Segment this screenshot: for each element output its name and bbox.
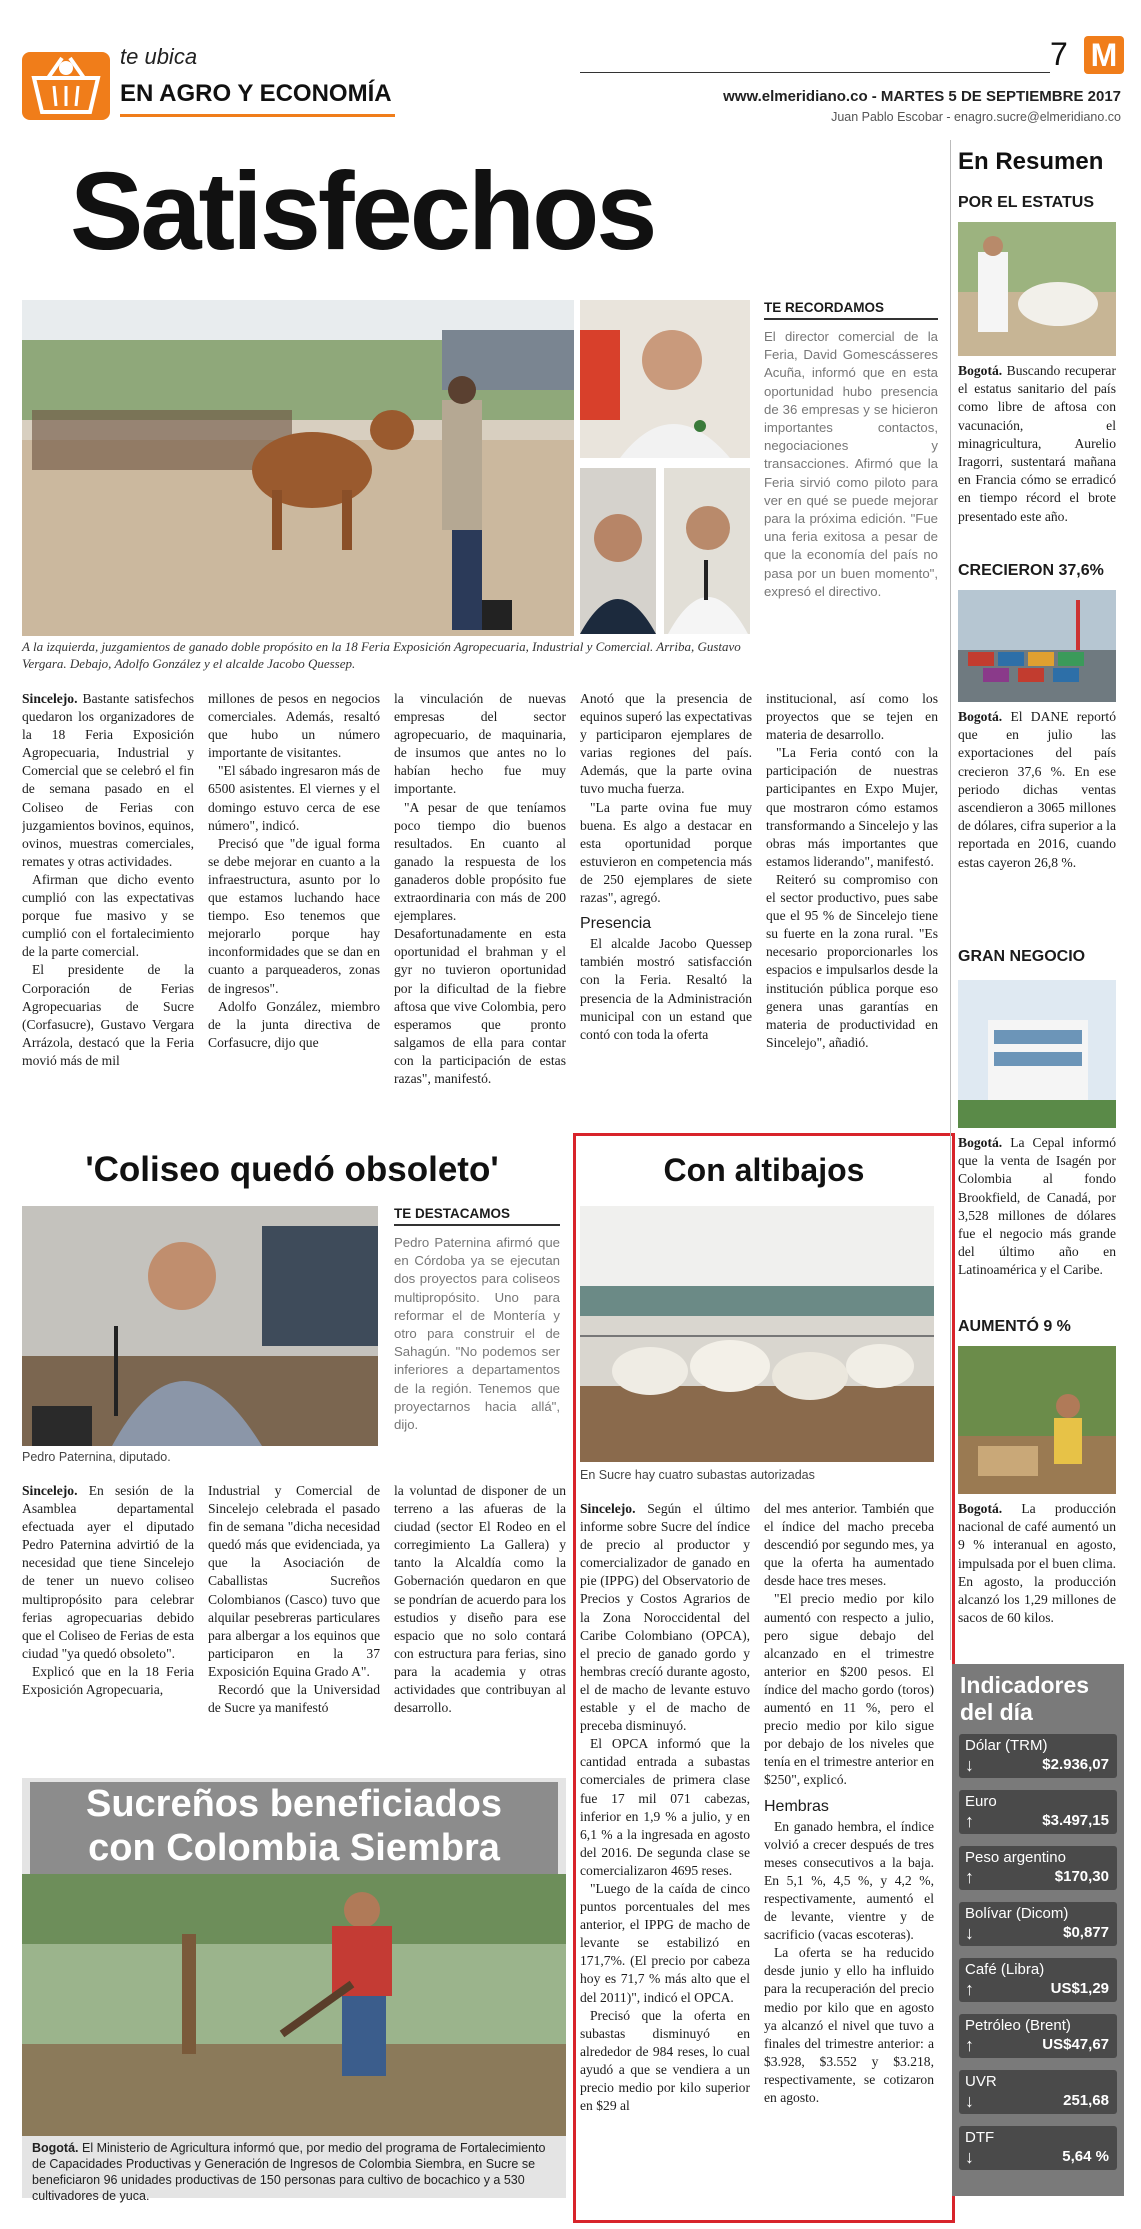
site-date: www.elmeridiano.co - MARTES 5 DE SEPTIEMBRE 2017 — [723, 88, 1121, 105]
resumen-item-3-dateline: Bogotá. — [958, 1135, 1003, 1150]
te-recordamos-title: TE RECORDAMOS — [764, 300, 938, 320]
isagen-building-photo — [958, 980, 1116, 1128]
indicator-peso-argentino — [959, 1846, 1117, 1890]
coffee-harvest-photo — [958, 1346, 1116, 1494]
resumen-item-3-head: GRAN NEGOCIO — [958, 948, 1086, 965]
main-col4-p2: "La parte ovina fue muy buena. Es algo a destacar en esta oportunidad porque estuvieron en competencia más de 250 ejemplares de siete razas", agregó. — [580, 799, 752, 906]
section-top-label: te ubica — [120, 44, 198, 69]
pedro-paternina-photo — [22, 1206, 378, 1446]
indicator-bolivar-name: Bolívar (Dicom) — [965, 1905, 1069, 1922]
resumen-item-3-text: La Cepal informó que la venta de Isagén por Colombia al fondo Brookfield, de Canadá, por 3,528 millones de dólares fue el negocio más grande del último año en Latinoamérica y el Caribe. — [958, 1135, 1117, 1278]
indicator-bolivar-value: $0,877 — [1063, 1924, 1109, 1941]
main-col2-p4: Adolfo González, miembro de la junta directiva de Corfasucre, dijo que — [208, 998, 380, 1050]
indicator-cafe-name: Café (Libra) — [965, 1961, 1045, 1978]
main-col2-p2: "El sábado ingresaron más de 6500 asistentes. El viernes y el domingo estuvo cerca de ese número", indicó. — [208, 763, 380, 833]
main-col5-text: institucional, así como los proyectos que se tejen en materia de desarrollo. — [766, 691, 938, 743]
section-underline — [120, 114, 395, 117]
coliseo-col2-p2: Recordó que la Universidad de Sucre ya manifestó — [208, 1682, 380, 1716]
main-col3-p2: "A pesar de que teníamos poco tiempo dio buenos resultados. En cuanto al ganado la respuesta de los ganaderos doble propósito fue extraordinaria con más de 200 ejemplares. Desafortunadamente en esta oportunidad el brahman y el gyr no tuvieron oportunidad por la dificultad de la fiebre aftosa que vive Colombia, pero esperamos que pronto salgamos de ella para contar con la participación de estas razas", manifestó. — [394, 799, 566, 1086]
indicators-title — [960, 1672, 1089, 1726]
main-col-5 — [766, 690, 938, 1130]
te-recordamos-text: El director comercial de la Feria, David Gomescásseres Acuña, informó que en esta oportunidad hubo presencia de 36 empresas y se hicieron importantes contactos, negociaciones y transacciones. Afirmó que la Feria sirvió como piloto para ver en qué se puede mejorar para la próxima edición. "Fue una feria exitosa a pesar de que la economía del país no pasa por un buen momento", expresó el directivo. — [764, 329, 938, 599]
resumen-item-3-body — [958, 1134, 1116, 1280]
coliseo-col3-text: la voluntad de disponer de un terreno a las afueras de la ciudad (sector El Rodeo en el corregimiento La Gallera) y tanto la Alcaldía como la Gobernación quedaron en que se pondrían de acuerdo para los estudios y diseño para ese espacio que no solo contará con estructura para ferias, sino para la academia y otras actividades que contribuyan al desarrollo. — [394, 1483, 566, 1716]
main-col-2 — [208, 690, 380, 1130]
indicator-dtf-value: 5,64 % — [1062, 2148, 1109, 2165]
resumen-item-1-body — [958, 362, 1116, 526]
main-col5-p2: "La Feria contó con la participación de nuestras participantes en Expo Mujer, que mostraron cómo estamos transformando a Sincelejo y las obras más importantes que estamos liderando", manifestó. — [766, 745, 938, 869]
resumen-item-2-head: CRECIERON 37,6% — [958, 562, 1104, 579]
coliseo-col1-p2: Explicó que en la 18 Feria Exposición Agropecuaria, — [22, 1663, 194, 1698]
indicator-dtf-name: DTF — [965, 2129, 995, 2146]
siembra-caption — [32, 2140, 558, 2204]
indicator-euro-name: Euro — [965, 1793, 997, 1810]
siembra-section — [22, 1778, 566, 2203]
te-destacamos-title: TE DESTACAMOS — [394, 1206, 560, 1226]
indicator-euro-value: $3.497,15 — [1042, 1812, 1109, 1829]
altibajos-photo-caption: En Sucre hay cuatro subastas autorizadas — [580, 1468, 815, 1482]
yuca-farmer-photo — [22, 1874, 566, 2136]
altibajos-col1-text: Según el último informe sobre Sucre del índice de precio al productor y comercializador de ganado en pie (IPPG) del Observatorio de Precios y Costos Agrarios de la Zona Noroccidental del Caribe Colombiano (OPCA), el precio de ganado gordo y hembras crecíó durante agosto, el de macho de levante estuvo estable y el de macho de preceba disminuyó. — [580, 1501, 750, 1734]
indicator-dtf — [959, 2126, 1117, 2170]
sidebar-title: En Resumen — [958, 148, 1104, 175]
arrow-down-icon: ↓ — [965, 2147, 974, 2167]
indicator-peso-argentino-value: $170,30 — [1054, 1868, 1109, 1885]
resumen-item-4-dateline: Bogotá. — [958, 1501, 1003, 1516]
main-col-4 — [580, 690, 752, 1130]
sheep-auction-photo — [580, 1206, 934, 1462]
altibajos-col-2 — [764, 1500, 934, 2220]
main-headline: Satisfechos — [70, 150, 655, 273]
coliseo-col-1 — [22, 1482, 194, 1762]
main-col-1 — [22, 690, 194, 1130]
main-col4-p3: El alcalde Jacobo Quessep también mostró satisfacción con la Feria. Resaltó la presencia de la Administración municipal con un estand que contó con toda la oferta — [580, 936, 752, 1042]
cattle-judging-photo — [22, 300, 574, 636]
indicator-dolar — [959, 1734, 1117, 1778]
sidebar-divider — [950, 140, 951, 1660]
indicator-petroleo-name: Petróleo (Brent) — [965, 2017, 1071, 2034]
indicator-peso-argentino-name: Peso argentino — [965, 1849, 1066, 1866]
coliseo-col-2 — [208, 1482, 380, 1762]
arrow-up-icon: ↑ — [965, 1979, 974, 1999]
main-photo-caption: A la izquierda, juzgamientos de ganado doble propósito en la 18 Feria Exposición Agropecuaria, Industrial y Comercial. Arriba, Gustavo Vergara. Debajo, Adolfo González y el alcalde Jacobo Quessep. — [22, 639, 741, 671]
section-logo-basket-icon — [22, 40, 110, 120]
arrow-down-icon: ↓ — [965, 1923, 974, 1943]
main-col2-text: millones de pesos en negocios comerciales. Además, resaltó que hubo un número importante de visitantes. — [208, 691, 380, 761]
altibajos-col2-p2: "El precio medio por kilo aumentó con respecto a julio, pero sigue debajo del alcanzado en el trimestre anterior en $200 pesos. El índice del macho gordo (toros) aumentó en 11 %, pero el precio medio por kilo sigue por debajo de los niveles que tenía en el trimestre anterior en $250", explicó. — [764, 1591, 934, 1788]
header-rule — [580, 72, 1050, 73]
siembra-headline-line1: Sucreños beneficiados — [85, 1783, 502, 1825]
coliseo-photo-caption: Pedro Paternina, diputado. — [22, 1450, 171, 1464]
main-col2-p3: Precisó que "de igual forma se debe mejorar en cuanto a la infraestructura, asunto por lo que estamos luchando hace tiempo. Eso tenemos que mejorarlo porque hay inconformidades que se dan en cuanto a parqueaderos, zonas de ingresos". — [208, 835, 380, 996]
altibajos-dateline: Sincelejo. — [580, 1501, 636, 1516]
brand-logo: M — [1084, 36, 1124, 74]
arrow-up-icon: ↑ — [965, 1811, 974, 1831]
main-col3-text: la vinculación de nuevas empresas del sector agropecuario, de maquinaria, de insumos que antes no lo habían hecho fue muy importante. — [394, 691, 566, 797]
resumen-item-1-text: Buscando recuperar el estatus sanitario del país como libre de aftosa con vacunación, el minagricultura, Aurelio Iragorri, sustentará mañana en Francia cómo se erradicó en tiempo récord el brote presentado este año. — [958, 363, 1116, 524]
indicator-petroleo — [959, 2014, 1117, 2058]
resumen-item-4-text: La producción nacional de café aumentó un 9 % interanual en agosto, impulsada por el buen clima. En agosto, la producción alcanzó los 1,29 millones de sacos de 60 kilos. — [958, 1501, 1116, 1626]
indicator-euro — [959, 1790, 1117, 1834]
siembra-caption-text: El Ministerio de Agricultura informó que, por medio del programa de Fortalecimiento de Capacidades Productivas y Generación de Ingresos de Colombia Siembra, en Sucre se beneficiaron 96 unidades productivas de 150 personas para cultivo de bocachico y a 530 cultivadores de yuca. — [32, 2141, 546, 2203]
indicator-petroleo-value: US$47,67 — [1042, 2036, 1109, 2053]
altibajos-headline: Con altibajos — [663, 1152, 865, 1188]
indicator-bolivar — [959, 1902, 1117, 1946]
resumen-item-2-dateline: Bogotá. — [958, 709, 1003, 724]
indicators-title-line1: Indicadores — [960, 1672, 1090, 1698]
indicator-cafe — [959, 1958, 1117, 2002]
resumen-item-1-head: POR EL ESTATUS — [958, 194, 1095, 211]
indicator-uvr-name: UVR — [965, 2073, 997, 2090]
resumen-item-4-body — [958, 1500, 1116, 1627]
main-col4-subhead: Presencia — [580, 915, 652, 933]
siembra-dateline: Bogotá. — [32, 2141, 79, 2155]
altibajos-col2-text: del mes anterior. También que el índice del macho preceba descendió por segundo mes, ya que la oferta ha aumentado desde hace tres meses. — [764, 1501, 934, 1589]
arrow-down-icon: ↓ — [965, 1755, 974, 1775]
resumen-item-1-dateline: Bogotá. — [958, 363, 1003, 378]
main-col4-text: Anotó que la presencia de equinos superó las expectativas y participaron ejemplares de varias regiones del país. Además, que la parte ovina tuvo mucha fuerza. — [580, 691, 752, 797]
page-number: 7 — [1050, 36, 1068, 72]
coliseo-col-3 — [394, 1482, 566, 1762]
altibajos-col2-p4: La oferta se ha reducido desde junio y ello ha influido para la recuperación del precio medio por kilo que en agosto ya alcanzó el nivel que tuvo a finales del trimestre anterior: a $3.928, $3.552 y $3.218, respectivamente, se cotizaron en agosto. — [764, 1945, 934, 2105]
author-line: Juan Pablo Escobar - enagro.sucre@elmeridiano.co — [831, 110, 1121, 124]
port-containers-photo — [958, 590, 1116, 702]
coliseo-col2-text: Industrial y Comercial de Sincelejo celebrada el pasado fin de semana "dicha necesidad quedó más que evidenciada, ya que la Asociación de Caballistas Sucreños Colombianos (Casco) tuvo que alquilar pesebreras particulares para albergar a los equinos que participaron en la 37 Exposición Equina Grado A". — [208, 1483, 380, 1679]
te-destacamos-text: Pedro Paternina afirmó que en Córdoba ya se ejecutan dos proyectos para coliseos multipropósito. Uno para reformar el de Montería y otro para construir el de Sahagún. "No podemos ser inferiores a departamentos de la región. Tenemos que proyectarnos hacia allá", dijo. — [394, 1235, 560, 1433]
altibajos-col-1 — [580, 1500, 750, 2220]
indicator-uvr — [959, 2070, 1117, 2114]
coliseo-headline: 'Coliseo quedó obsoleto' — [85, 1150, 499, 1189]
main-dateline: Sincelejo. — [22, 691, 78, 706]
section-main-label: EN AGRO Y ECONOMÍA — [120, 80, 392, 107]
gustavo-vergara-photo — [580, 300, 750, 458]
main-col1-p3: El presidente de la Corporación de Ferias Agropecuarias de Sucre (Corfasucre), Gustavo Vergara Arrázola, destacó que la Feria movió más de mil — [22, 962, 194, 1068]
te-destacamos-box — [394, 1206, 560, 1434]
siembra-banner — [30, 1782, 558, 1874]
altibajos-col2-subhead: Hembras — [764, 1797, 829, 1815]
resumen-item-4-head: AUMENTÓ 9 % — [958, 1318, 1071, 1335]
main-col1-p2: Afirman que dicho evento cumplió con las expectativas porque fue masivo y se cumplió con el fortalecimiento de la parte comercial. — [22, 871, 194, 960]
resumen-item-2-text: El DANE reportó que en julio las exportaciones del país crecieron 37,6 %. En ese periodo dichas ventas ascendieron a 3065 millones de dólares, cifra superior a la reportada en 2016, cuando estas cayeron 26,8 %. — [958, 709, 1117, 870]
indicator-dolar-name: Dólar (TRM) — [965, 1737, 1048, 1754]
siembra-headline-line2: con Colombia Siembra — [88, 1827, 500, 1869]
altibajos-col1-p2: El OPCA informó que la cantidad entrada a subastas comerciales de primera clase fue 17 mil 071 cabezas, inferior en 1,9 % a julio, y en 6,1 % a la ingresada en agosto del 2016. De segunda clase se comercializaron 4695 reses. — [580, 1736, 750, 1878]
indicators-title-line2: del día — [960, 1699, 1033, 1725]
aftosa-vaccination-photo — [958, 222, 1116, 356]
main-col1-text: Bastante satisfechos quedaron los organizadores de la 18 Feria Exposición Agropecuaria, Industrial y Comercial que se celebró el fin de semana pasado en el Coliseo de Ferias con juzgamientos bovinos, equinos, ovinos, muestras comerciales, remates y otras actividades. — [22, 691, 194, 869]
coliseo-col1-text: En sesión de la Asamblea departamental efectuada ayer el diputado Pedro Paternina advirtió de la necesidad que tiene Sincelejo de tener un nuevo coliseo multipropósito para celebrar ferias agropecuarias debido que el Coliseo de Ferias de esta ciudad "ya quedó obsoleto". — [22, 1483, 194, 1661]
main-col5-p3: Reiteró su compromiso con el sector productivo, pues sabe que el 95 % de Sincelejo tiene su fuerte en la zona rural. "Es necesario proporcionarles los espacios e impulsarlos desde la institución pública porque eso genera unas garantías en materia de productividad en Sincelejo", añadió. — [766, 871, 938, 1050]
altibajos-col1-p3: "Luego de la caída de cinco puntos porcentuales del mes anterior, el IPPG de macho de levante se estabilizó en 171,7%. (El precio por cabeza hoy es 71,7 % más alto que el del 2011)", indicó el OPCA. — [580, 1880, 750, 2005]
indicator-dolar-value: $2.936,07 — [1042, 1756, 1109, 1773]
main-col-3 — [394, 690, 566, 1130]
indicator-uvr-value: 251,68 — [1063, 2092, 1109, 2109]
indicator-cafe-value: US$1,29 — [1050, 1980, 1109, 1997]
arrow-up-icon: ↑ — [965, 1867, 974, 1887]
altibajos-col1-p4: Precisó que la oferta en subastas disminuyó en alrededor de 984 reses, lo cual ayudó a que se vendiera a un precio medio por kilo superior en $29 al — [580, 2007, 750, 2114]
arrow-down-icon: ↓ — [965, 2091, 974, 2111]
jacobo-quessep-photo — [664, 468, 750, 634]
altibajos-col2-p3: En ganado hembra, el índice volvió a crecer después de tres meses consecutivos a la baja. En 5,1 %, 4,5 %, y 4,2 %, respectivamente, aumentó el de levante, vientre y de sacrificio (vacas escoteras). — [764, 1818, 934, 1943]
te-recordamos-box — [764, 300, 938, 601]
coliseo-dateline: Sincelejo. — [22, 1483, 78, 1498]
adolfo-gonzalez-photo — [580, 468, 656, 634]
arrow-up-icon: ↑ — [965, 2035, 974, 2055]
resumen-item-2-body — [958, 708, 1116, 872]
